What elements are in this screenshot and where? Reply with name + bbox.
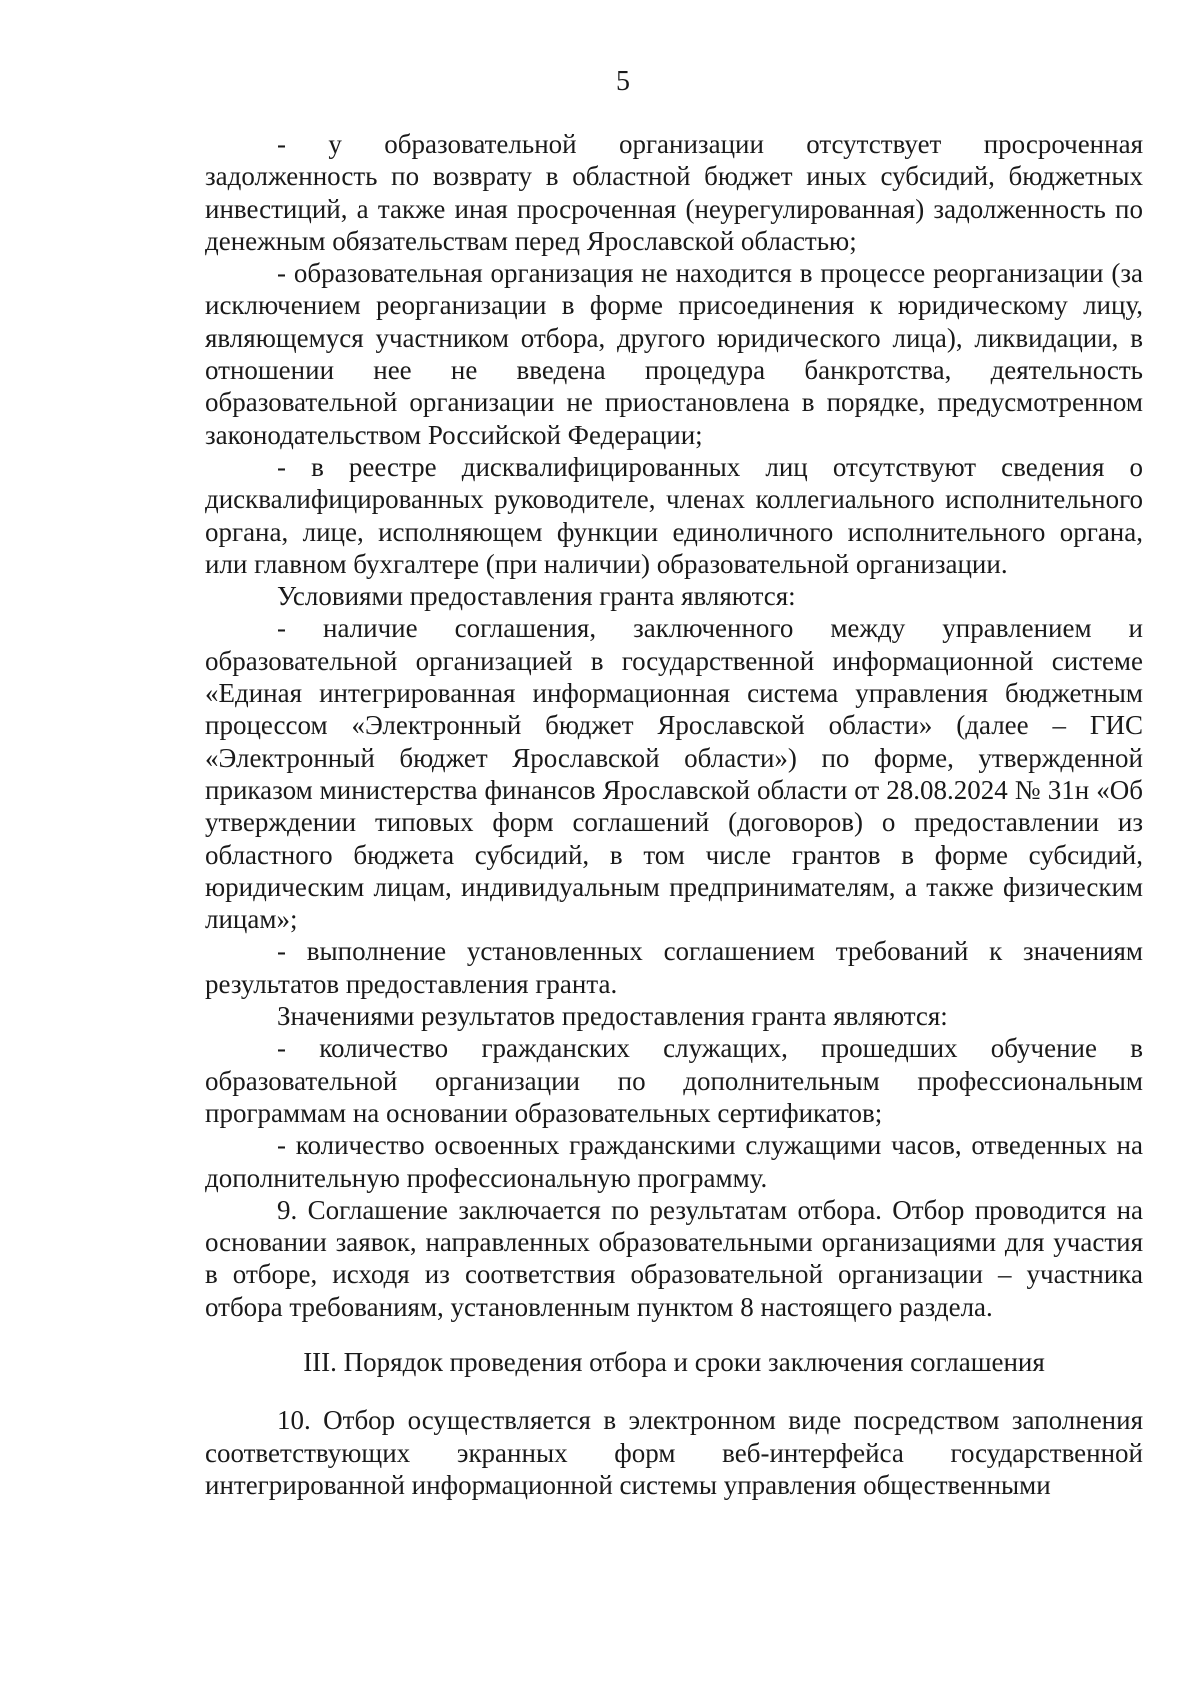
- page-number: 5: [616, 66, 630, 97]
- document-body: [205, 128, 1143, 1501]
- paragraph-grant-conditions-intro: Условиями предоставления гранта являются:: [277, 581, 796, 612]
- paragraph-agreement-condition: - наличие соглашения, заключенного между управлением и образовательной организацией в государственной информационной системе «Единая интегрированная информационная система управления бюджетным процессом «Электронный бюджет Ярославской области» (далее – ГИС «Электронный бюджет Ярославской области») по форме, утвержденной приказом министерства финансов Ярославской области от 28.08.2024 № 31н «Об утверждении типовых форм соглашений (договоров) о предоставлении из областного бюджета субсидий, в том числе грантов в форме субсидий, юридическим лицам, индивидуальным предпринимателям, а также физическим лицам»;: [205, 613, 1143, 935]
- paragraph-no-debt: - у образовательной организации отсутствует просроченная задолженность по возврату в областной бюджет иных субсидий, бюджетных инвестиций, а также иная просроченная (неурегулированная) задолженность по денежным обязательствам перед Ярославской областью;: [205, 129, 1143, 256]
- paragraph-requirements-condition: - выполнение установленных соглашением требований к значениям результатов предоставления гранта.: [205, 936, 1143, 999]
- section-heading: III. Порядок проведения отбора и сроки заключения соглашения: [303, 1346, 1045, 1377]
- paragraph-disqualified-registry: - в реестре дисквалифицированных лиц отсутствуют сведения о дисквалифицированных руководителе, членах коллегиального исполнительного органа, лице, исполняющем функции единоличного исполнительного органа, или главном бухгалтере (при наличии) образовательной организации.: [205, 451, 1143, 579]
- paragraph-result-hours: - количество освоенных гражданскими служащими часов, отведенных на дополнительную профессиональную программу.: [205, 1130, 1143, 1193]
- paragraph-result-employees: - количество гражданских служащих, прошедших обучение в образовательной организации по дополнительным профессиональным программам на основании образовательных сертификатов;: [205, 1033, 1143, 1128]
- paragraph-no-reorganization: - образовательная организация не находится в процессе реорганизации (за исключением реорганизации в форме присоединения к юридическому лицу, являющемуся участником отбора, другого юридического лица), ликвидации, в отношении нее не введена процедура банкротства, деятельность образовательной организации не приостановлена в порядке, предусмотренном законодательством Российской Федерации;: [205, 258, 1143, 450]
- paragraph-item-9: 9. Соглашение заключается по результатам отбора. Отбор проводится на основании заявок, направленных образовательными организациями для участия в отборе, исходя из соответствия образовательной организации – участника отбора требованиям, установленным пунктом 8 настоящего раздела.: [205, 1194, 1143, 1322]
- paragraph-grant-results-intro: Значениями результатов предоставления гранта являются:: [277, 1001, 948, 1032]
- paragraph-item-10: 10. Отбор осуществляется в электронном виде посредством заполнения соответствующих экранных форм веб-интерфейса государственной интегрированной информационной системы управления общественными: [205, 1405, 1143, 1500]
